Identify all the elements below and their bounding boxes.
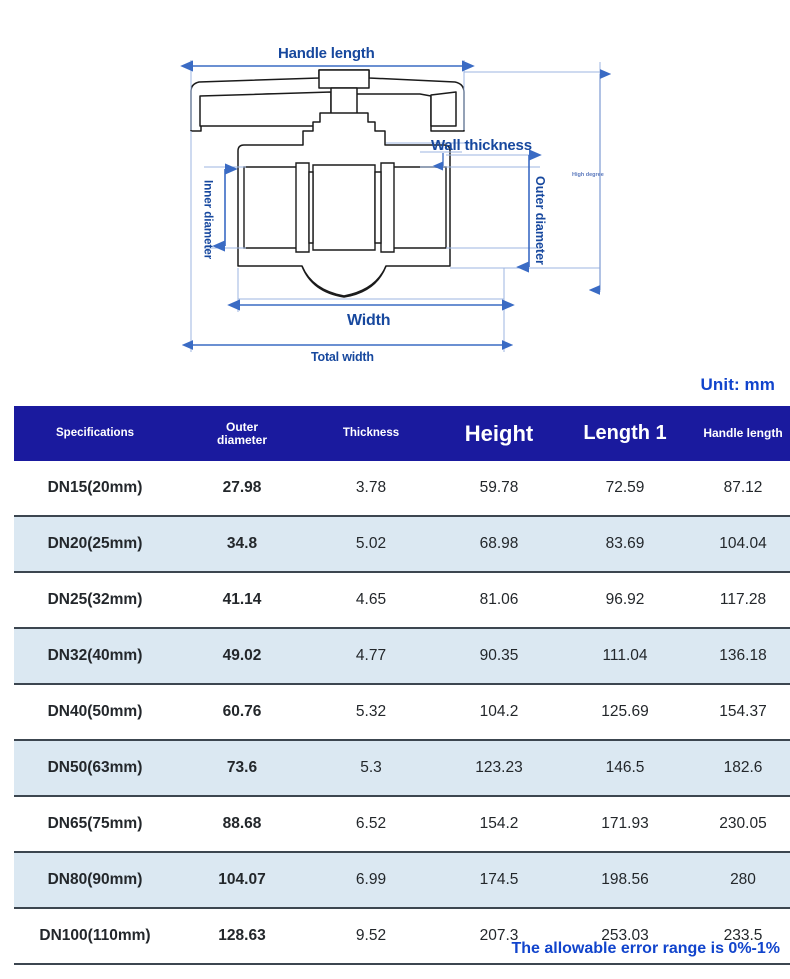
table-row (14, 572, 790, 628)
column-header-length-1: Length 1 (564, 406, 686, 461)
cell-handle-length: 87.12 (723, 479, 763, 496)
specifications-table (14, 406, 790, 965)
left-port-bore (244, 163, 309, 252)
cell-outer-diameter: 73.6 (176, 740, 308, 796)
cell-specification: DN15(20mm) (47, 479, 143, 496)
cell-handle-length: 230.05 (686, 796, 790, 852)
cell-specification: DN32(40mm) (14, 628, 176, 684)
cell-specification: DN65(75mm) (14, 796, 176, 852)
high-degree-label: High degree (572, 172, 604, 178)
column-header-specifications: Specifications (14, 406, 176, 461)
cell-thickness: 5.32 (308, 684, 434, 740)
wall-thickness-label: Wall thickness (431, 137, 532, 154)
cell-specification: DN80(90mm) (14, 852, 176, 908)
header-line-2: diameter (216, 432, 268, 447)
table-row (14, 796, 790, 852)
cell-handle-length: 280 (686, 852, 790, 908)
column-header-thickness: Thickness (308, 406, 434, 461)
cell-height: 81.06 (434, 572, 564, 628)
table-row (14, 740, 790, 796)
cell-handle-length: 233.5 (686, 908, 790, 964)
valve-drawing-svg (0, 0, 790, 375)
cell-thickness: 5.3 (308, 740, 434, 796)
cell-outer-diameter: 60.76 (176, 684, 308, 740)
table-row (14, 628, 790, 684)
cell-outer-diameter: 88.68 (176, 796, 308, 852)
cell-handle-length: 117.28 (686, 572, 790, 628)
table-header-row (14, 406, 790, 461)
column-header-height: Height (434, 406, 564, 461)
handle-length-label: Handle length (278, 45, 375, 62)
cell-specification: DN50(63mm) (14, 740, 176, 796)
cell-thickness: 6.52 (308, 796, 434, 852)
outer-diameter-label: Outer diameter (532, 176, 547, 265)
cell-outer-diameter: 128.63 (176, 908, 308, 964)
cell-specification: DN40(50mm) (14, 684, 176, 740)
unit-note: Unit: mm (700, 375, 775, 394)
cell-height: 104.2 (434, 684, 564, 740)
cell-length-1: 72.59 (605, 479, 645, 496)
table-row (14, 516, 790, 572)
cell-thickness: 4.65 (308, 572, 434, 628)
cell-outer-diameter: 34.8 (176, 516, 308, 572)
cell-length-1: 198.56 (564, 852, 686, 908)
cell-height: 68.98 (434, 516, 564, 572)
column-header-outer-diameter (176, 406, 308, 461)
total-width-label: Total width (311, 350, 374, 364)
table-row (14, 852, 790, 908)
column-header-handle-length: Handle length (686, 406, 790, 461)
cell-specification: DN100(110mm) (14, 908, 176, 964)
right-port-bore (381, 163, 446, 252)
inner-diameter-label: Inner diameter (201, 180, 214, 260)
cell-specification: DN25(32mm) (14, 572, 176, 628)
cell-outer-diameter: 41.14 (176, 572, 308, 628)
cell-handle-length: 154.37 (686, 684, 790, 740)
cell-thickness: 9.52 (308, 908, 434, 964)
cell-height: 174.5 (434, 852, 564, 908)
cell-height: 59.78 (479, 479, 519, 496)
cell-height: 207.3 (434, 908, 564, 964)
cell-outer-diameter: 49.02 (176, 628, 308, 684)
cell-length-1: 83.69 (564, 516, 686, 572)
cell-thickness: 6.99 (308, 852, 434, 908)
ball-chamber (309, 165, 381, 250)
cell-height: 90.35 (434, 628, 564, 684)
cell-outer-diameter: 27.98 (222, 479, 262, 496)
cell-handle-length: 136.18 (686, 628, 790, 684)
cell-length-1: 146.5 (564, 740, 686, 796)
cell-specification: DN20(25mm) (14, 516, 176, 572)
table-body (14, 461, 790, 964)
cell-length-1: 111.04 (564, 628, 686, 684)
cell-length-1: 96.92 (564, 572, 686, 628)
valve-dimension-diagram (0, 0, 790, 375)
cell-height: 154.2 (434, 796, 564, 852)
cell-length-1: 171.93 (564, 796, 686, 852)
cell-length-1: 125.69 (564, 684, 686, 740)
table-row (14, 684, 790, 740)
cell-length-1: 253.03 (564, 908, 686, 964)
header-line-1: Outer (225, 419, 258, 434)
error-range-note: The allowable error range is 0%-1% (511, 940, 780, 957)
cell-outer-diameter: 104.07 (176, 852, 308, 908)
cell-height: 123.23 (434, 740, 564, 796)
cell-handle-length: 104.04 (686, 516, 790, 572)
width-label: Width (347, 312, 391, 329)
cell-thickness: 5.02 (308, 516, 434, 572)
table-row (14, 461, 790, 516)
cell-thickness: 3.78 (355, 479, 387, 496)
cell-handle-length: 182.6 (686, 740, 790, 796)
cell-thickness: 4.77 (308, 628, 434, 684)
